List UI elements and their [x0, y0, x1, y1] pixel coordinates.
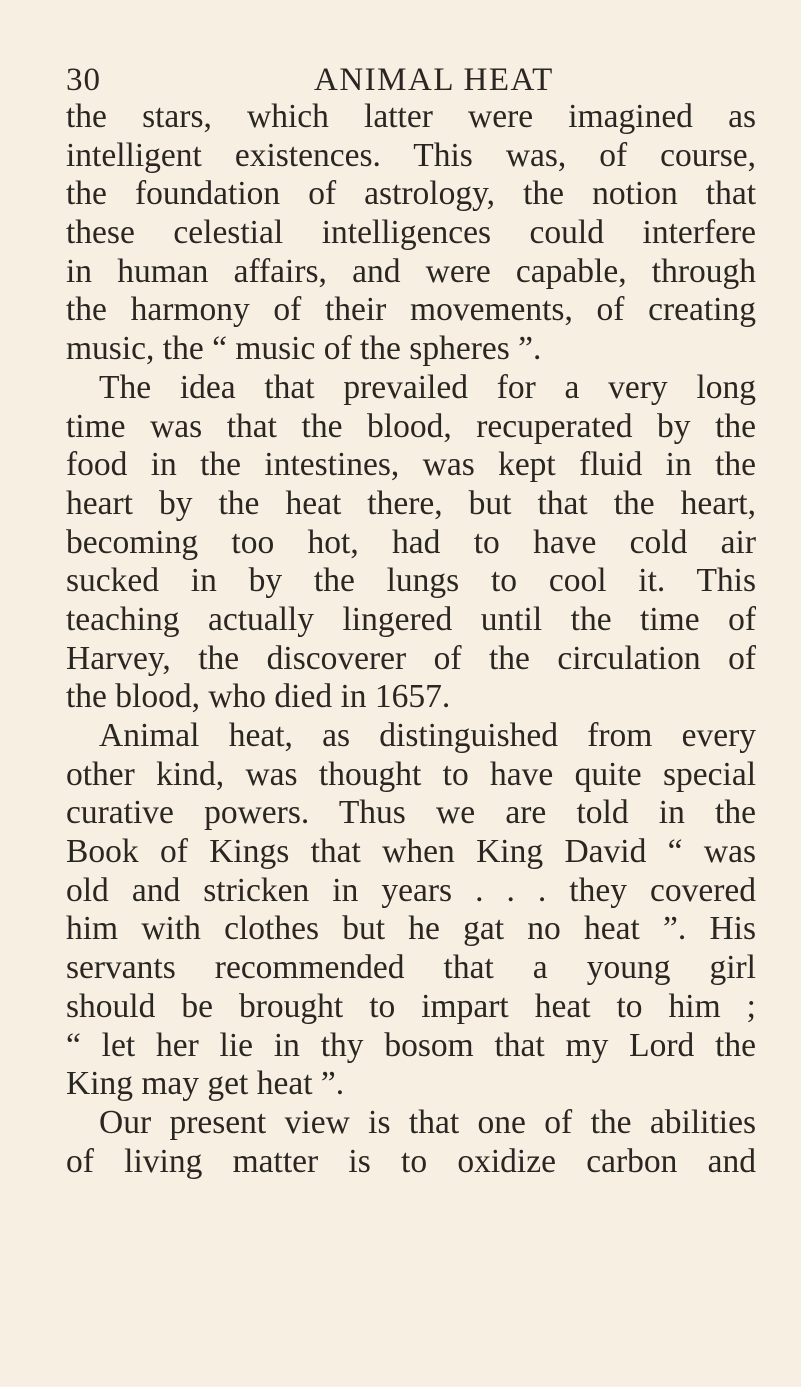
body-text — [66, 98, 756, 1181]
text-line: “ let her lie in thy bosom that my Lord the — [66, 1026, 756, 1064]
text-line: him with clothes but he gat no heat ”. His — [66, 910, 756, 948]
text-line: in human affairs, and were capable, through — [66, 252, 756, 290]
text-line: The idea that prevailed for a very long — [99, 368, 756, 406]
text-line: Book of Kings that when King David “ was — [66, 833, 756, 871]
text-line: should be brought to impart heat to him ; — [66, 987, 756, 1025]
text-line: food in the intestines, was kept fluid in the — [66, 446, 756, 484]
text-line: these celestial intelligences could interfere — [66, 214, 756, 252]
text-line: becoming too hot, had to have cold air — [66, 523, 756, 561]
page-number: 30 — [66, 62, 101, 98]
running-head — [0, 62, 801, 102]
text-line: Harvey, the discoverer of the circulation of — [66, 639, 756, 677]
text-line: King may get heat ”. — [66, 1065, 345, 1103]
text-line: the stars, which latter were imagined as — [66, 98, 756, 135]
text-line: the foundation of astrology, the notion that — [66, 175, 756, 213]
text-line: Our present view is that one of the abilities — [99, 1103, 756, 1141]
text-line: servants recommended that a young girl — [66, 949, 756, 987]
text-line: other kind, was thought to have quite special — [66, 755, 756, 793]
text-line: heart by the heat there, but that the heart, — [66, 484, 756, 522]
text-line: time was that the blood, recuperated by the — [66, 407, 756, 445]
text-line: sucked in by the lungs to cool it. This — [66, 562, 756, 600]
text-line: the harmony of their movements, of creating — [66, 291, 756, 329]
text-line: the blood, who died in 1657. — [66, 678, 451, 716]
text-line: intelligent existences. This was, of course, — [66, 136, 756, 174]
text-line: of living matter is to oxidize carbon and — [66, 1142, 756, 1180]
text-line: teaching actually lingered until the time of — [66, 600, 756, 638]
text-line: Animal heat, as distinguished from every — [99, 717, 756, 754]
running-title: ANIMAL HEAT — [314, 62, 554, 98]
text-line: music, the “ music of the spheres ”. — [66, 330, 542, 368]
text-line: curative powers. Thus we are told in the — [66, 794, 756, 832]
text-line: old and stricken in years . . . they covered — [66, 871, 756, 909]
